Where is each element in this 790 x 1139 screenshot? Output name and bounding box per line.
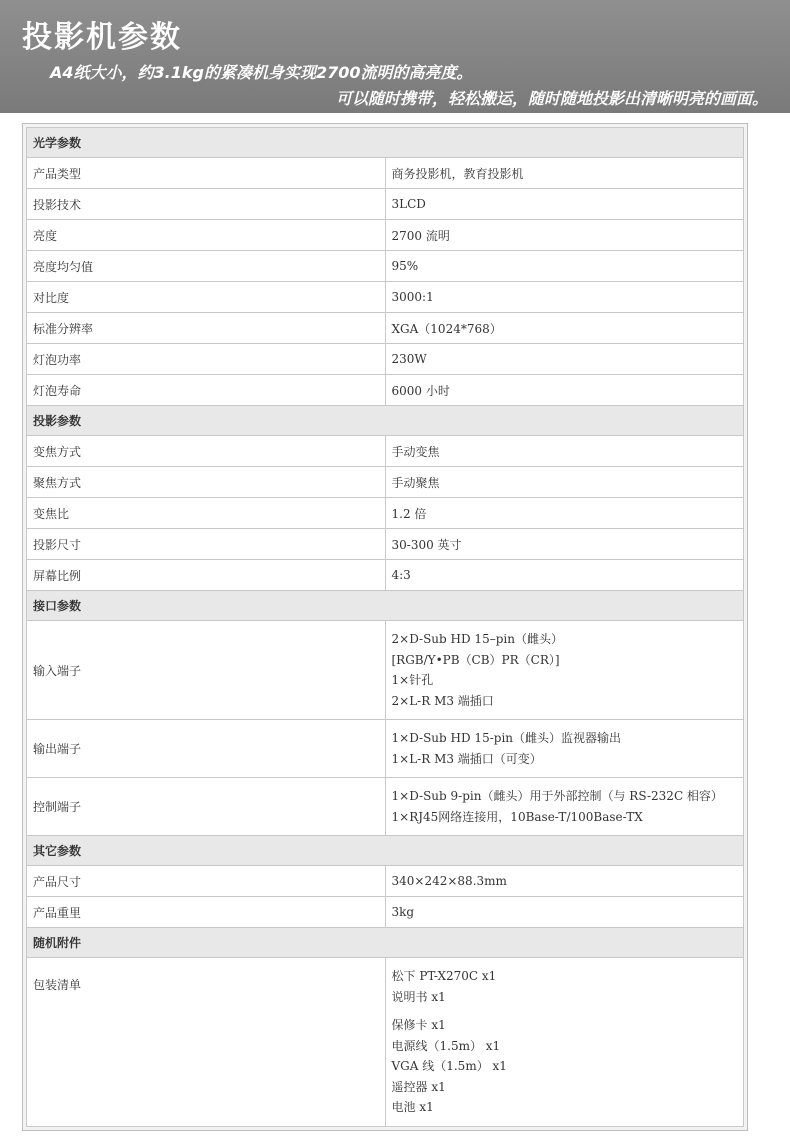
spec-value-line: 电池 x1 bbox=[391, 1100, 434, 1114]
spec-row bbox=[27, 189, 744, 220]
spec-label: 产品类型 bbox=[27, 158, 386, 189]
spec-value-line: VGA 线（1.5m） x1 bbox=[391, 1059, 507, 1073]
spec-label: 投影技术 bbox=[27, 189, 386, 220]
section-header-row bbox=[27, 591, 744, 621]
spec-row bbox=[27, 467, 744, 498]
spec-label: 亮度 bbox=[27, 220, 386, 251]
tagline-2: 可以随时携带，轻松搬运，随时随地投影出清晰明亮的画面。 bbox=[335, 89, 768, 108]
spec-value-line: 保修卡 x1 bbox=[391, 1018, 446, 1032]
spec-value-line: 1×L-R M3 端插口（可变） bbox=[391, 751, 542, 766]
spec-value: 230W bbox=[385, 344, 744, 375]
spec-row bbox=[27, 375, 744, 406]
spec-value: 95% bbox=[385, 251, 744, 282]
spec-label: 屏幕比例 bbox=[27, 560, 386, 591]
spec-value: 6000 小时 bbox=[385, 375, 744, 406]
spec-label: 输出端子 bbox=[27, 720, 386, 778]
spec-value bbox=[385, 778, 744, 836]
spec-row bbox=[27, 344, 744, 375]
spec-value: XGA（1024*768） bbox=[385, 313, 744, 344]
spec-value bbox=[385, 958, 744, 1127]
tagline-1: A4纸大小，约3.1kg的紧凑机身实现2700流明的高亮度。 bbox=[50, 63, 473, 82]
spec-row bbox=[27, 621, 744, 720]
spec-value-line: 2×D-Sub HD 15–pin（雌头） bbox=[391, 632, 563, 646]
banner bbox=[0, 0, 790, 113]
section-header-row bbox=[27, 128, 744, 158]
spec-value-line: [RGB/Y•PB（CB）PR（CR）] bbox=[391, 652, 560, 667]
spec-row bbox=[27, 529, 744, 560]
page-title: 投影机参数 bbox=[22, 20, 182, 55]
spec-value: 340×242×88.3mm bbox=[385, 866, 744, 897]
spec-row bbox=[27, 158, 744, 189]
spec-value: 商务投影机，教育投影机 bbox=[385, 158, 744, 189]
spec-table bbox=[26, 127, 744, 1127]
section-header-row bbox=[27, 928, 744, 958]
spec-value: 手动变焦 bbox=[385, 436, 744, 467]
spec-row bbox=[27, 866, 744, 897]
section-header-row bbox=[27, 406, 744, 436]
section-header: 投影参数 bbox=[27, 406, 744, 436]
spec-label: 标准分辨率 bbox=[27, 313, 386, 344]
spec-row bbox=[27, 282, 744, 313]
spec-label: 对比度 bbox=[27, 282, 386, 313]
spec-value-line: 2×L-R M3 端插口 bbox=[391, 693, 494, 708]
spec-value bbox=[385, 720, 744, 778]
spec-label: 控制端子 bbox=[27, 778, 386, 836]
spec-value-line: 1×RJ45网络连接用，10Base-T/100Base-TX bbox=[391, 809, 643, 824]
spec-sheet bbox=[22, 123, 748, 1131]
spec-row bbox=[27, 560, 744, 591]
spec-label: 变焦方式 bbox=[27, 436, 386, 467]
section-header-row bbox=[27, 836, 744, 866]
spec-value-line: 说明书 x1 bbox=[391, 989, 446, 1004]
spec-row bbox=[27, 778, 744, 836]
spec-value: 2700 流明 bbox=[385, 220, 744, 251]
spec-value: 3000:1 bbox=[385, 282, 744, 313]
spec-row bbox=[27, 220, 744, 251]
spec-value: 3kg bbox=[385, 897, 744, 928]
spec-value: 3LCD bbox=[385, 189, 744, 220]
spec-row bbox=[27, 720, 744, 778]
section-header: 其它参数 bbox=[27, 836, 744, 866]
spec-label: 亮度均匀值 bbox=[27, 251, 386, 282]
spec-row bbox=[27, 251, 744, 282]
spec-row bbox=[27, 498, 744, 529]
spec-label: 包装清单 bbox=[27, 958, 386, 1127]
spec-value-line: 遥控器 x1 bbox=[391, 1079, 446, 1094]
spec-value-line: 电源线（1.5m） x1 bbox=[391, 1038, 501, 1053]
spec-label: 变焦比 bbox=[27, 498, 386, 529]
spec-value bbox=[385, 621, 744, 720]
spec-value-line: 1×针孔 bbox=[391, 673, 434, 687]
spec-label: 产品尺寸 bbox=[27, 866, 386, 897]
spec-label: 灯泡功率 bbox=[27, 344, 386, 375]
spec-value-line: 1×D-Sub HD 15-pin（雌头）监视器输出 bbox=[391, 731, 622, 745]
spec-label: 投影尺寸 bbox=[27, 529, 386, 560]
spec-value: 手动聚焦 bbox=[385, 467, 744, 498]
spec-label: 聚焦方式 bbox=[27, 467, 386, 498]
spec-value-line: 松下 PT-X270C x1 bbox=[391, 969, 497, 983]
spec-label: 输入端子 bbox=[27, 621, 386, 720]
spec-value: 1.2 倍 bbox=[385, 498, 744, 529]
spec-label: 产品重里 bbox=[27, 897, 386, 928]
section-header: 光学参数 bbox=[27, 128, 744, 158]
spec-row bbox=[27, 436, 744, 467]
spec-row bbox=[27, 897, 744, 928]
spec-row bbox=[27, 958, 744, 1127]
spec-value-line: 1×D-Sub 9-pin（雌头）用于外部控制（与 RS-232C 相容） bbox=[391, 789, 723, 803]
section-header: 接口参数 bbox=[27, 591, 744, 621]
spacer bbox=[392, 1007, 738, 1015]
spec-label: 灯泡寿命 bbox=[27, 375, 386, 406]
section-header: 随机附件 bbox=[27, 928, 744, 958]
spec-value: 4:3 bbox=[385, 560, 744, 591]
spec-row bbox=[27, 313, 744, 344]
spec-value: 30-300 英寸 bbox=[385, 529, 744, 560]
